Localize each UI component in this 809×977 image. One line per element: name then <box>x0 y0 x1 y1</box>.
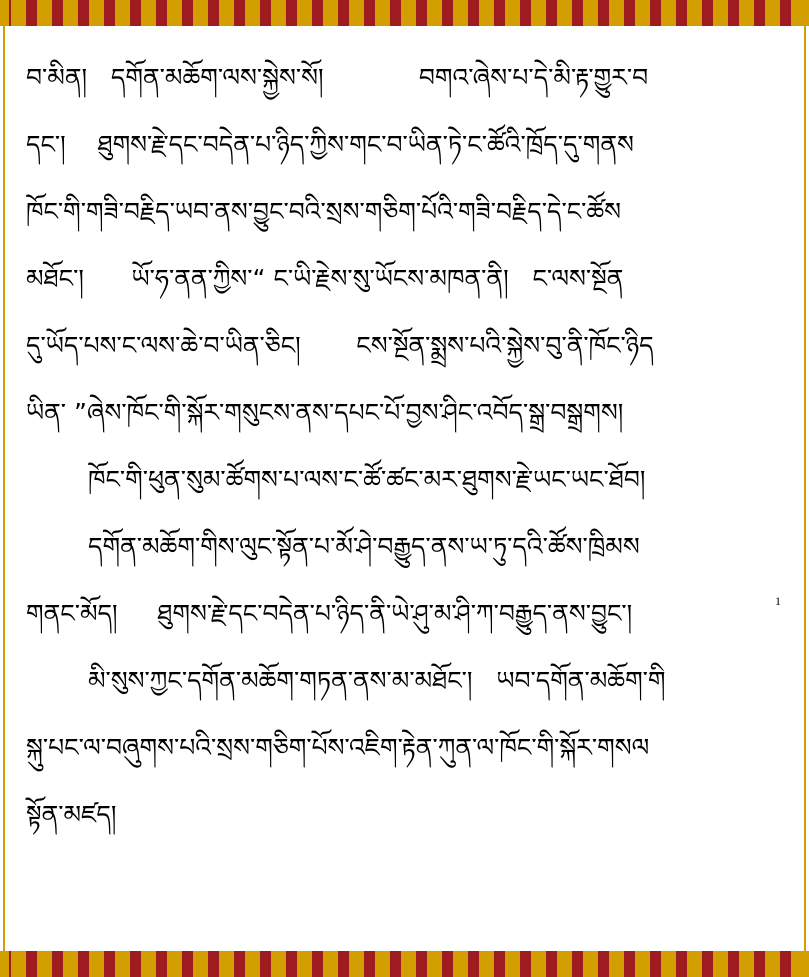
text-line-content: ཁོང་གི་ཕུན་སུམ་ཚོགས་པ་ལས་ང་ཚོ་ཚང་མར་ཐུགས་རྗེ་ཡང་ཡང་ཐོབ། <box>88 465 646 494</box>
top-border-cap-left <box>0 0 9 26</box>
bottom-border-cap-left <box>0 951 9 977</box>
footnote-marker: 1 <box>775 594 781 608</box>
text-line <box>26 647 783 714</box>
text-line <box>26 111 783 178</box>
text-line <box>26 580 783 647</box>
text-line-content: དུ་ཡོད་པས་ང་ལས་ཆེ་བ་ཡིན་ཅིང། ངས་སྔོན་སྨྲས་པའི་སྐྱེས་བུ་ནི་ཁོང་ཉིད <box>26 331 654 360</box>
text-line <box>26 44 783 111</box>
bottom-decorative-border <box>0 951 809 977</box>
text-line-content: ཁོང་གི་གཟི་བརྗིད་ཡབ་ནས་བྱུང་བའི་སྲས་གཅིག་པོའི་གཟི་བརྗིད་དེ་ང་ཚོས <box>26 197 622 226</box>
text-line-content: བ་མིན། དགོན་མཆོག་ལས་སྐྱེས་སོ། བགའ་ཞེས་པ་དེ་མི་རྟ་གྱུར་བ <box>26 63 649 92</box>
text-line <box>26 379 783 446</box>
text-line-content: གནང་མོད། ཐུགས་རྗེ་དང་བདེན་པ་ཉིད་ནི་ཡེ་ཤུ་མ་ཤི་ཀ་བརྒྱུད་ནས་བྱུང་། <box>26 599 633 628</box>
bottom-border-bars <box>0 951 809 977</box>
text-line <box>26 312 783 379</box>
text-line-content: སྟོན་མཛད། <box>26 800 117 829</box>
text-line <box>26 446 783 513</box>
text-line-content: དང་། ཐུགས་རྗེ་དང་བདེན་པ་ཉིད་ཀྱིས་གང་བ་ཡིན་ཏེ་ང་ཚོའི་ཁྲོད་དུ་གནས <box>26 130 634 159</box>
text-line-content: དགོན་མཆོག་གིས་ལུང་སྟོན་པ་མོ་ཤེ་བརྒྱུད་ནས་ཡ་ཏུ་དའི་ཚོས་ཁྲིམས <box>88 532 640 561</box>
text-line <box>26 513 783 580</box>
text-line-content: སྐུ་པང་ལ་བཞུགས་པའི་སྲས་གཅིག་པོས་འཇིག་རྟེན་ཀུན་ལ་ཁོང་གི་སྐོར་གསལ <box>26 733 650 762</box>
text-body <box>0 26 809 951</box>
text-line <box>26 178 783 245</box>
text-line <box>26 714 783 781</box>
text-line <box>26 245 783 312</box>
bottom-border-cap-right <box>800 951 809 977</box>
top-border-cap-right <box>800 0 809 26</box>
text-line-content: མཐོང་། ཡོ་ཧ་ནན་ཀྱིས་“ ང་ཡི་རྗེས་སུ་ཡོངས་མཁན་ནི། ང་ལས་སྔོན <box>26 264 624 293</box>
top-border-bars <box>0 0 809 26</box>
text-line-content: མི་སུས་ཀྱང་དགོན་མཆོག་གཏན་ནས་མ་མཐོང་། ཡབ་དགོན་མཆོག་གི <box>88 666 666 695</box>
text-line <box>26 781 783 848</box>
top-decorative-border <box>0 0 809 26</box>
text-line-content: ཡིན་ ”ཞེས་ཁོང་གི་སྐོར་གསུངས་ནས་དཔང་པོ་བྱས་ཤིང་འབོད་སྒྲ་བསྒྲགས། <box>26 398 624 427</box>
